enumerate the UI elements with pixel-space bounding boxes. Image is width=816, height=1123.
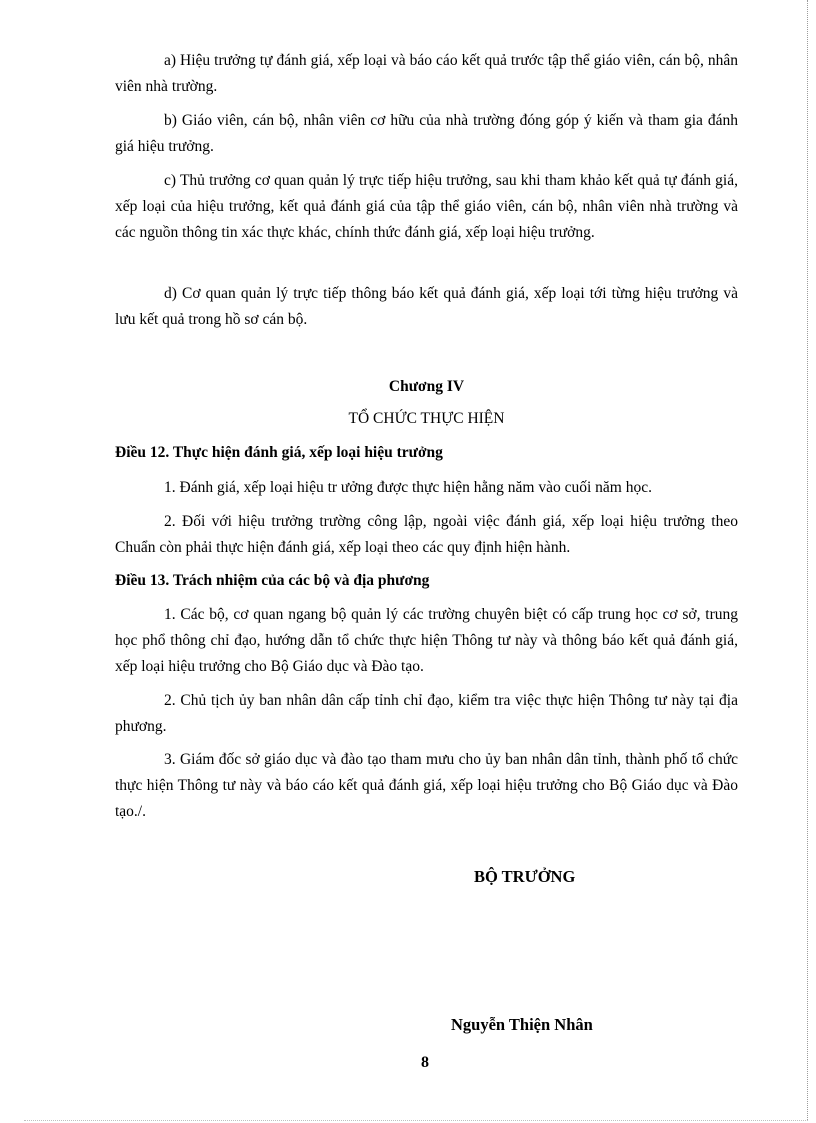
chapter-title: TỔ CHỨC THỰC HIỆN bbox=[348, 410, 505, 427]
article-12-heading: Điều 12. Thực hiện đánh giá, xếp loại hiệu trưởng bbox=[115, 444, 443, 461]
article-13-item-2: 2. Chủ tịch ủy ban nhân dân cấp tỉnh chỉ đạo, kiểm tra việc thực hiện Thông tư này tại địa phương. bbox=[115, 692, 738, 735]
article-13-item-3: 3. Giám đốc sở giáo dục và đào tạo tham mưu cho ủy ban nhân dân tỉnh, thành phố tổ chức thực hiện Thông tư này và báo cáo kết quả đánh giá, xếp loại hiệu trưởng cho Bộ Giáo dục và Đào tạo./. bbox=[115, 751, 738, 820]
chapter-number: Chương IV bbox=[388, 378, 465, 395]
paragraph-b: b) Giáo viên, cán bộ, nhân viên cơ hữu của nhà trường đóng góp ý kiến và tham gia đánh giá hiệu trưởng. bbox=[115, 112, 738, 155]
article-12-item-1: 1. Đánh giá, xếp loại hiệu tr ưởng được thực hiện hằng năm vào cuối năm học. bbox=[164, 479, 652, 496]
paragraph-c: c) Thủ trưởng cơ quan quản lý trực tiếp hiệu trưởng, sau khi tham khảo kết quả tự đánh giá, xếp loại của hiệu trưởng, kết quả đánh giá của tập thể giáo viên, cán bộ, nhân viên nhà trường và các nguồn thông tin xác thực khác, chính thức đánh giá, xếp loại hiệu trưởng. bbox=[115, 172, 738, 241]
signature-name: Nguyễn Thiện Nhân bbox=[451, 1015, 593, 1034]
article-13-heading: Điều 13. Trách nhiệm của các bộ và địa phương bbox=[115, 572, 430, 589]
page-number: 8 bbox=[421, 1054, 429, 1071]
signature-title: BỘ TRƯỞNG bbox=[474, 867, 576, 886]
paragraph-d: d) Cơ quan quản lý trực tiếp thông báo kết quả đánh giá, xếp loại tới từng hiệu trưởng và lưu kết quả trong hồ sơ cán bộ. bbox=[115, 285, 738, 328]
paragraph-a: a) Hiệu trưởng tự đánh giá, xếp loại và báo cáo kết quả trước tập thể giáo viên, cán bộ, nhân viên nhà trường. bbox=[115, 52, 738, 95]
article-13-item-1: 1. Các bộ, cơ quan ngang bộ quản lý các trường chuyên biệt có cấp trung học cơ sở, trung học phổ thông chỉ đạo, hướng dẫn tổ chức thực hiện Thông tư này và thông báo kết quả đánh giá, xếp loại hiệu trưởng cho Bộ Giáo dục và Đào tạo. bbox=[115, 606, 738, 675]
page-border-right bbox=[807, 0, 809, 1120]
article-12-item-2: 2. Đối với hiệu trưởng trường công lập, ngoài việc đánh giá, xếp loại hiệu trưởng theo Chuẩn còn phải thực hiện đánh giá, xếp loại theo các quy định hiện hành. bbox=[115, 513, 738, 556]
page-border-bottom bbox=[24, 1120, 808, 1122]
